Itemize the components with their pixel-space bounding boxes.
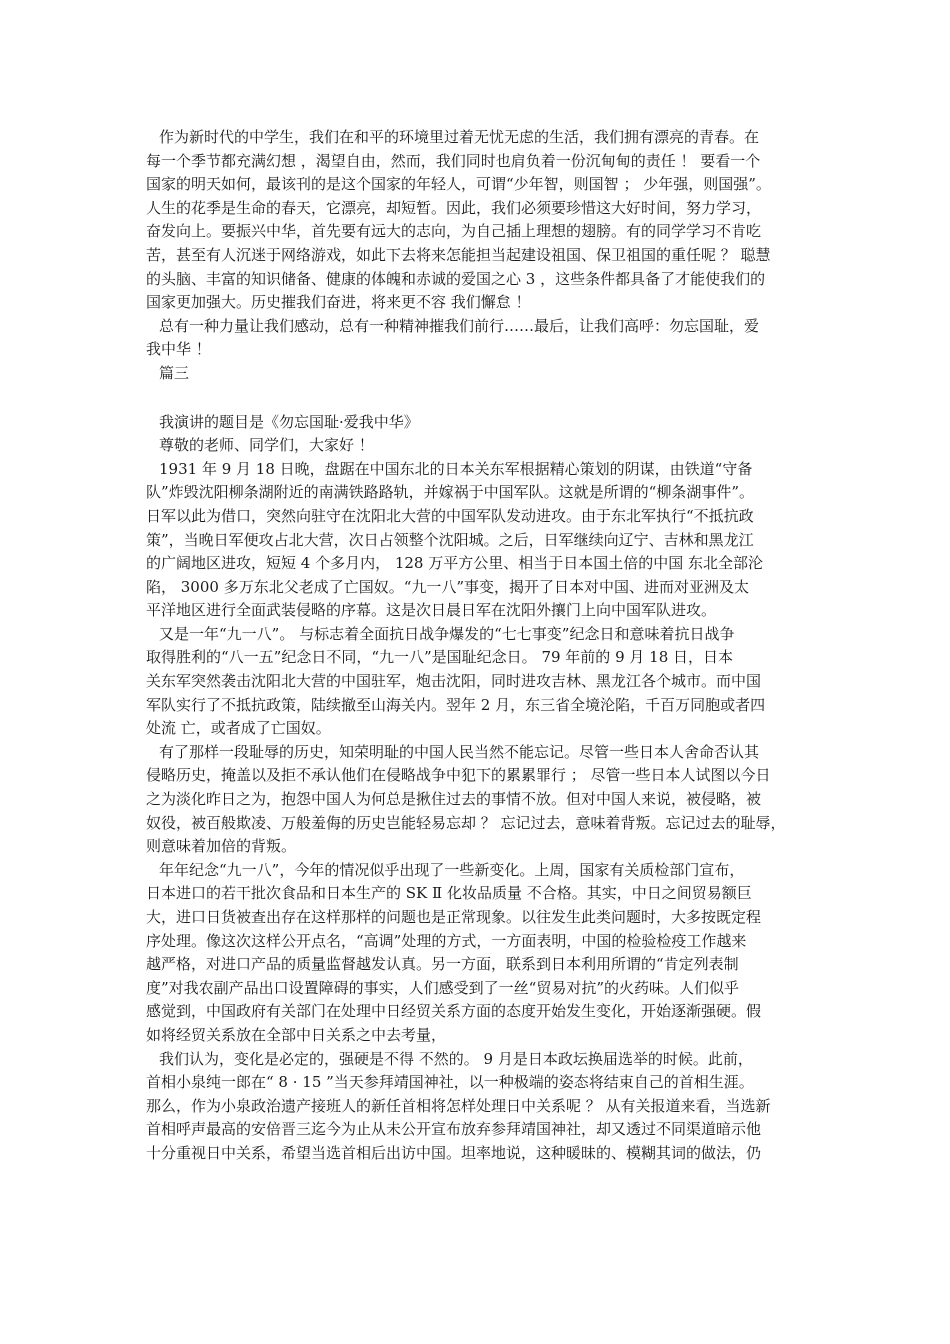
text-line: 国家的明天如何，最该刊的是这个国家的年轻人，可谓“少年智，则国智 ； 少年强，则国强”。 — [146, 175, 771, 194]
paragraph — [146, 315, 826, 362]
document-body — [146, 126, 826, 1166]
text-line: 那么，作为小泉政治遗产接班人的新任首相将怎样处理日中关系呢 ？ 从有关报道来看，当选新 — [146, 1096, 771, 1115]
text-line: 平洋地区进行全面武装侵略的序幕。这是次日晨日军在沈阳外攘门上向中国军队进攻。 — [146, 601, 717, 620]
text-line: 如将经贸关系放在全部中日关系之中去考量， — [146, 1025, 447, 1044]
text-line: 我们认为，变化是必定的，强硬是不得 不然的。 9 月是日本政坛换届选举的时候。此前， — [159, 1049, 753, 1068]
paragraph — [146, 623, 826, 741]
text-line: 又是一年“九一八”。 与标志着全面抗日战争爆发的“七七事变”纪念日和意味着抗日战争 — [159, 624, 735, 643]
paragraph — [146, 411, 826, 435]
text-line: 队”炸毁沈阳柳条湖附近的南满铁路路轨，并嫁祸于中国军队。这就是所谓的“柳条湖事件”。 — [146, 483, 755, 502]
text-line: 有了那样一段耻辱的历史，知荣明耻的中国人民当然不能忘记。尽管一些日本人舍命否认其 — [159, 742, 760, 761]
paragraph — [146, 859, 826, 1048]
text-line: 策”，当晚日军便攻占北大营，次日占领整个沈阳城。之后，日军继续向辽宁、吉林和黑龙江 — [146, 530, 754, 549]
text-line: 篇三 — [159, 363, 190, 382]
paragraph — [146, 126, 826, 315]
section-heading — [146, 362, 826, 386]
text-line: 越严格，对进口产品的质量监督越发认真。另一方面，联系到日本利用所谓的“肯定列表制 — [146, 955, 739, 974]
text-line: 日军以此为借口，突然向驻守在沈阳北大营的中国军队发动进攻。由于东北军执行“不抵抗政 — [146, 506, 754, 525]
text-line: 首相小泉纯一郎在“ 8 · 15 ”当天参拜靖国神社，以一种极端的姿态将结束自己的首相生涯。 — [146, 1073, 754, 1092]
text-line: 处流 亡，或者成了亡国奴。 — [146, 719, 331, 738]
text-line: 奴役，被百般欺凌、万般羞侮的历史岂能轻易忘却 ？ 忘记过去，意味着背叛。忘记过去的耻辱， — [146, 813, 786, 832]
text-line: 1931 年 9 月 18 日晚，盘踞在中国东北的日本关东军根据精心策划的阴谋，由铁道“守备 — [159, 459, 753, 478]
text-line: 的广阔地区进攻，短短 4 个多月内， 128 万平方公里、相当于日本国土倍的中国 东北全部沦 — [146, 554, 764, 573]
text-line: 取得胜利的“八一五”纪念日不同，“九一八”是国耻纪念日。 79 年前的 9 月 18 日，日本 — [146, 648, 734, 667]
text-line: 的头脑、丰富的知识储备、健康的体魄和赤诚的爱国之心 3 ，这些条件都具备了才能使我们的 — [146, 269, 766, 288]
text-line: 奋发向上。要振兴中华，首先要有远大的志向，为自己插上理想的翅膀。有的同学学习不肯吃 — [146, 222, 762, 241]
text-line: 尊敬的老师、同学们，大家好 ！ — [159, 436, 374, 455]
text-line: 总有一种力量让我们感动，总有一种精神摧我们前行……最后，让我们高呼：勿忘国耻，爱 — [159, 316, 760, 335]
text-line: 陷， 3000 多万东北父老成了亡国奴。“九一八”事变，揭开了日本对中国、进而对亚洲及太 — [146, 577, 750, 596]
text-line: 之为淡化昨日之为，抱怨中国人为何总是揪住过去的事情不放。但对中国人来说，被侵略，被 — [146, 790, 762, 809]
text-line: 则意味着加倍的背叛。 — [146, 837, 297, 856]
blank-line — [146, 386, 826, 411]
text-line: 年年纪念“九一八”，今年的情况似乎出现了一些新变化。上周，国家有关质检部门宣布， — [159, 860, 745, 879]
text-line: 日本进口的若干批次食品和日本生产的 SK Ⅱ 化妆品质量 不合格。其实，中日之间贸易额巨 — [146, 884, 752, 903]
paragraph — [146, 458, 826, 623]
text-line: 首相呼声最高的安倍晋三迄今为止从未公开宣布放弃参拜靖国神社，却又透过不同渠道暗示他 — [146, 1120, 762, 1139]
text-line: 我中华 ！ — [146, 340, 211, 359]
text-line: 苦，甚至有人沉迷于网络游戏，如此下去将来怎能担当起建设祖国、保卫祖国的重任呢 ？ 聪慧 — [146, 245, 771, 264]
text-line: 我演讲的题目是《勿忘国耻·爱我中华》 — [159, 412, 419, 431]
text-line: 度”对我农副产品出口设置障碍的事实，人们感受到了一丝“贸易对抗”的火药味。人们似乎 — [146, 978, 740, 997]
text-line: 十分重视日中关系，希望当选首相后出访中国。坦率地说，这种暖昧的、模糊其词的做法，仍 — [146, 1143, 762, 1162]
text-line: 序处理。像这次这样公开点名，“高调”处理的方式，一方面表明，中国的检验检疫工作越来 — [146, 931, 747, 950]
text-line: 人生的花季是生命的春天，它漂亮，却短暂。因此，我们必须要珍惜这大好时间，努力学习， — [146, 198, 762, 217]
text-line: 作为新时代的中学生，我们在和平的环境里过着无忧无虑的生活，我们拥有漂亮的青春。在 — [159, 128, 760, 146]
text-line: 大，进口日货被查出存在这样那样的问题也是正常现象。以往发生此类问题时，大多按既定程 — [146, 908, 762, 926]
text-line: 侵略历史，掩盖以及拒不承认他们在侵略战争中犯下的累累罪行 ； 尽管一些日本人试图以今日 — [146, 766, 771, 785]
text-line: 每一个季节都充满幻想 ，渴望自由，然而，我们同时也肩负着一份沉甸甸的责任 ！ 要看一个 — [146, 151, 761, 170]
paragraph — [146, 434, 826, 458]
text-line: 感觉到，中国政府有关部门在处理中日经贸关系方面的态度开始发生变化，开始逐渐强硬。假 — [146, 1002, 762, 1021]
paragraph — [146, 741, 826, 859]
paragraph — [146, 1048, 826, 1166]
text-line: 关东军突然袭击沈阳北大营的中国驻军，炮击沈阳，同时进攻吉林、黑龙江各个城市。而中国 — [146, 672, 762, 691]
text-line: 国家更加强大。历史摧我们奋进，将来更不容 我们懈怠 ！ — [146, 293, 531, 312]
text-line: 军队实行了不抵抗政策，陆续撤至山海关内。翌年 2 月，东三省全境沦陷，千百万同胞或者四 — [146, 695, 766, 714]
